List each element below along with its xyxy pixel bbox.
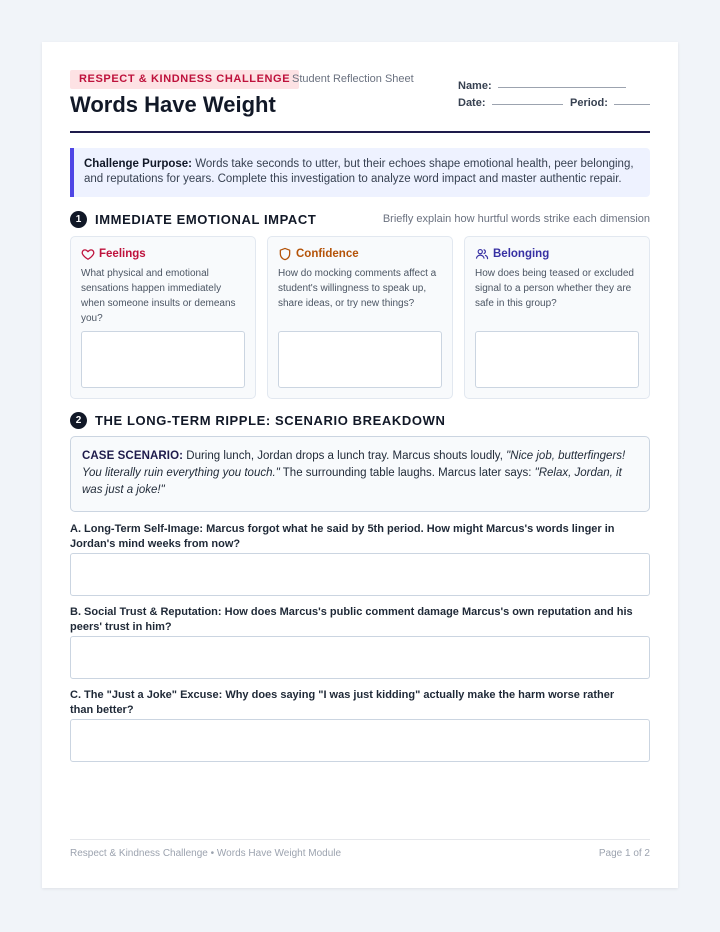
- scenario-label: CASE SCENARIO:: [82, 450, 184, 462]
- date-period-row: [458, 97, 650, 114]
- page-title: Words Have Weight: [70, 92, 276, 117]
- shield-icon: [278, 247, 292, 261]
- section-2-header: [70, 412, 650, 430]
- heart-icon: [81, 247, 95, 261]
- purpose-text: Words take seconds to utter, but their echoes shape emotional health, peer belonging, and reputations for years. Complete this investigation to analyze word impact and master authentic repair.: [84, 158, 634, 185]
- card-title: Confidence: [296, 248, 359, 260]
- name-row: [458, 80, 650, 97]
- belonging-card: [464, 236, 650, 399]
- section-1-title: IMMEDIATE EMOTIONAL IMPACT: [95, 212, 317, 227]
- card-title: Feelings: [99, 248, 146, 260]
- confidence-card: [267, 236, 453, 399]
- answer-box-c[interactable]: [70, 719, 650, 762]
- scenario-quote: "Nice job, butterfingers! You literally ruin everything you touch.": [82, 450, 626, 479]
- scenario-text: The surrounding table laughs. Marcus later says:: [279, 467, 535, 479]
- worksheet-page: [42, 42, 678, 888]
- section-1-header: [70, 211, 650, 229]
- period-field[interactable]: [614, 104, 650, 105]
- section-2-title: THE LONG-TERM RIPPLE: SCENARIO BREAKDOWN: [95, 413, 446, 428]
- answer-box-b[interactable]: [70, 636, 650, 679]
- case-scenario-box: [70, 436, 650, 512]
- users-icon: [475, 247, 489, 261]
- header: [70, 70, 650, 132]
- confidence-answer-box[interactable]: [278, 331, 442, 388]
- sheet-subtitle: Student Reflection Sheet: [292, 73, 414, 85]
- section-2-number: 2: [70, 412, 87, 429]
- section-1-number: 1: [70, 211, 87, 228]
- card-prompt: What physical and emotional sensations happen immediately when someone insults or demeans you?: [81, 268, 236, 324]
- card-prompt: How do mocking comments affect a student's willingness to speak up, share ideas, or try new things?: [278, 268, 437, 309]
- page-content: [70, 70, 650, 859]
- purpose-label: Challenge Purpose:: [84, 158, 192, 170]
- student-info-fields: [458, 80, 650, 114]
- question-c: C. The "Just a Joke" Excuse: Why does saying "I was just kidding" actually make the harm worse rather than better?: [70, 689, 615, 716]
- period-label: Period:: [570, 97, 608, 109]
- challenge-tag: RESPECT & KINDNESS CHALLENGE: [70, 70, 299, 89]
- name-label: Name:: [458, 80, 492, 92]
- header-divider: [70, 131, 650, 133]
- question-b: B. Social Trust & Reputation: How does Marcus's public comment damage Marcus's own reputation and his peers' trust in him?: [70, 606, 633, 633]
- card-prompt: How does being teased or excluded signal to a person whether they are safe in this group?: [475, 268, 634, 309]
- scenario-quote: "Relax, Jordan, it was just a joke!": [82, 467, 622, 496]
- feelings-answer-box[interactable]: [81, 331, 245, 388]
- impact-cards: [70, 236, 650, 399]
- question-a: A. Long-Term Self-Image: Marcus forgot what he said by 5th period. How might Marcus's words linger in Jordan's mind weeks from now?: [70, 523, 615, 550]
- feelings-card: [70, 236, 256, 399]
- scenario-text: During lunch, Jordan drops a lunch tray. Marcus shouts loudly,: [183, 450, 507, 462]
- page-number: Page 1 of 2: [598, 848, 650, 859]
- date-label: Date:: [458, 97, 486, 109]
- challenge-purpose-callout: [70, 148, 650, 197]
- date-field[interactable]: [492, 104, 563, 105]
- card-title: Belonging: [493, 248, 550, 260]
- belonging-answer-box[interactable]: [475, 331, 639, 388]
- answer-box-a[interactable]: [70, 553, 650, 596]
- footer-module-name: Respect & Kindness Challenge • Words Have Weight Module: [70, 848, 342, 859]
- section-1-instruction: Briefly explain how hurtful words strike each dimension: [382, 213, 650, 225]
- name-field[interactable]: [498, 87, 626, 88]
- footer-divider: [70, 839, 650, 840]
